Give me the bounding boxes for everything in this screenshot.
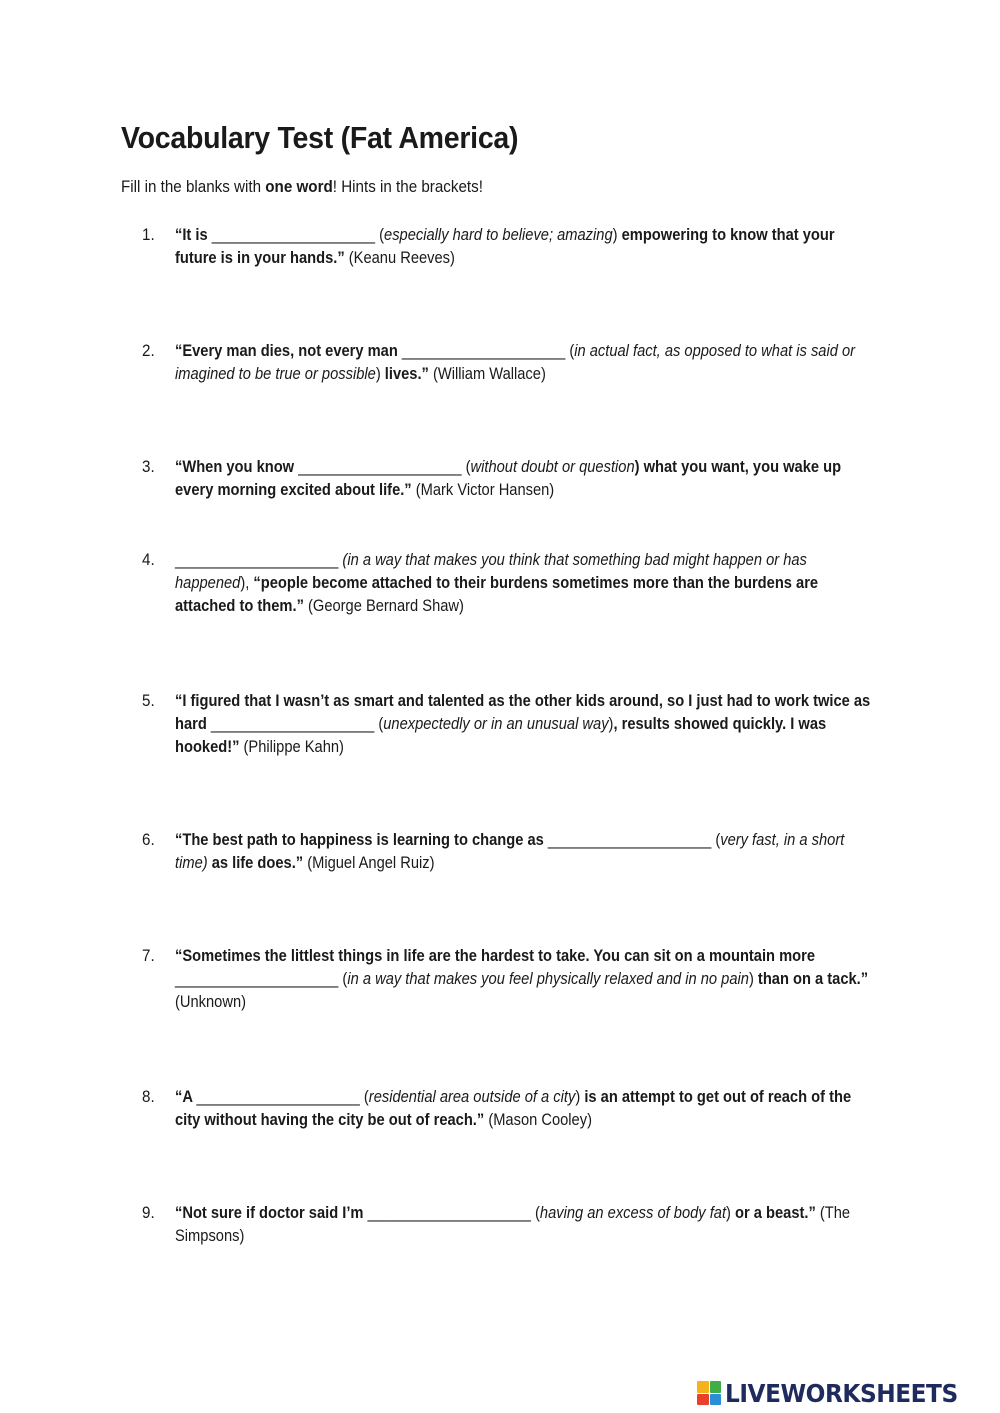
plain-text: (Unknown) <box>175 993 247 1011</box>
quote-text: “Not sure if doctor said I’m <box>175 1204 368 1222</box>
answer-blank[interactable]: ____________________ <box>211 226 376 244</box>
quote-text: is an attempt to get out of reach of the city without having the city be out of reach.” <box>175 1088 852 1129</box>
answer-blank[interactable]: ____________________ <box>175 551 339 569</box>
hint-text: especially hard to believe; amazing <box>384 226 613 244</box>
liveworksheets-logo[interactable] <box>697 1378 975 1408</box>
logo-square <box>710 1394 722 1406</box>
hint-text: (in a way that makes you think that something bad might happen or has happened <box>175 551 807 592</box>
question-text <box>175 690 878 759</box>
plain-text: (Mason Cooley) <box>484 1111 592 1129</box>
plain-text: ( <box>565 342 575 360</box>
hint-text: residential area outside of a city <box>368 1088 576 1106</box>
plain-text: ) <box>726 1204 736 1222</box>
plain-text: (Philippe Kahn) <box>239 738 344 756</box>
quote-text: “Every man dies, not every man <box>175 342 402 360</box>
hint-text: without doubt or question <box>470 458 635 476</box>
question-4 <box>142 549 882 618</box>
plain-text: ( <box>359 1088 369 1106</box>
question-5 <box>142 690 882 759</box>
question-number: 6. <box>142 831 155 849</box>
question-number: 5. <box>142 692 155 710</box>
instructions <box>121 178 483 197</box>
question-number: 9. <box>142 1204 155 1222</box>
plain-text: (The Simpsons) <box>175 1204 851 1245</box>
quote-text: “When you know <box>175 458 299 476</box>
question-number: 4. <box>142 551 155 569</box>
plain-text: (Keanu Reeves) <box>344 249 455 267</box>
plain-text: ( <box>338 970 348 988</box>
hint-text: very fast, in a short time) <box>175 831 845 872</box>
hint-text: in actual fact, as opposed to what is said or imagined to be true or possible <box>175 342 856 383</box>
plain-text: ) <box>608 715 614 733</box>
quote-text: lives.” <box>384 365 429 383</box>
hint-text: having an excess of body fat <box>539 1204 727 1222</box>
plain-text: (Mark Victor Hansen) <box>411 481 555 499</box>
quote-text: “It is <box>175 226 212 244</box>
quote-text: “A <box>175 1088 197 1106</box>
quote-text: than on a tack.” <box>757 970 869 988</box>
logo-square <box>697 1394 709 1406</box>
answer-blank[interactable]: ____________________ <box>401 342 566 360</box>
question-text <box>175 829 878 875</box>
quote-text: “people become attached to their burdens sometimes more than the burdens are attached to them.” <box>175 574 819 615</box>
hint-text: in a way that makes you feel physically relaxed and in no pain <box>347 970 749 988</box>
answer-blank[interactable]: ____________________ <box>175 970 339 988</box>
question-8 <box>142 1086 882 1132</box>
plain-text: ) <box>575 1088 585 1106</box>
hint-text: unexpectedly or in an unusual way <box>383 715 609 733</box>
page-title: Vocabulary Test (Fat America) <box>121 120 519 155</box>
question-1 <box>142 224 882 270</box>
instructions-tail: ! Hints in the brackets! <box>332 178 483 196</box>
question-text <box>175 945 878 1014</box>
question-text <box>175 1202 878 1248</box>
question-2 <box>142 340 882 386</box>
instructions-lead: Fill in the blanks with <box>121 178 266 196</box>
quote-text: or a beast.” <box>735 1204 816 1222</box>
logo-square <box>697 1381 709 1393</box>
plain-text: ( <box>374 715 384 733</box>
plain-text: ( <box>530 1204 540 1222</box>
question-9 <box>142 1202 882 1248</box>
question-text <box>175 549 878 618</box>
plain-text: (George Bernard Shaw) <box>303 597 464 615</box>
question-text <box>175 1086 878 1132</box>
question-6 <box>142 829 882 875</box>
instructions-emphasis: one word <box>265 178 333 196</box>
question-text <box>175 340 878 386</box>
answer-blank[interactable]: ____________________ <box>210 715 375 733</box>
plain-text: ), <box>240 574 254 592</box>
logo-square <box>710 1381 722 1393</box>
question-number: 1. <box>142 226 155 244</box>
question-text <box>175 224 878 270</box>
question-text <box>175 456 878 502</box>
plain-text: ( <box>375 226 385 244</box>
quote-text: “The best path to happiness is learning to change as <box>175 831 548 849</box>
plain-text: ( <box>711 831 721 849</box>
question-3 <box>142 456 882 502</box>
quote-text: empowering to know that your future is in your hands.” <box>175 226 835 267</box>
answer-blank[interactable]: ____________________ <box>298 458 462 476</box>
answer-blank[interactable]: ____________________ <box>367 1204 531 1222</box>
quote-text: as life does.” <box>207 854 304 872</box>
question-number: 3. <box>142 458 155 476</box>
plain-text: ) <box>375 365 385 383</box>
liveworksheets-logo-icon <box>697 1381 721 1405</box>
plain-text: ) <box>612 226 622 244</box>
quote-text: , results showed quickly. I was hooked!” <box>175 715 827 756</box>
quote-text: ) what you want, you wake up every morning excited about life.” <box>175 458 842 499</box>
question-number: 8. <box>142 1088 155 1106</box>
question-number: 2. <box>142 342 155 360</box>
plain-text: ) <box>748 970 758 988</box>
question-number: 7. <box>142 947 155 965</box>
quote-text: “Sometimes the littlest things in life are the hardest to take. You can sit on a mountain more <box>175 947 816 965</box>
answer-blank[interactable]: ____________________ <box>196 1088 360 1106</box>
answer-blank[interactable]: ____________________ <box>547 831 712 849</box>
question-7 <box>142 945 882 1014</box>
logo-text: LIVEWORKSHEETS <box>725 1378 958 1408</box>
plain-text: (Miguel Angel Ruiz) <box>303 854 435 872</box>
quote-text: “I figured that I wasn’t as smart and talented as the other kids around, so I just had to work twice as hard <box>175 692 871 733</box>
plain-text: (William Wallace) <box>428 365 546 383</box>
plain-text: ( <box>461 458 471 476</box>
